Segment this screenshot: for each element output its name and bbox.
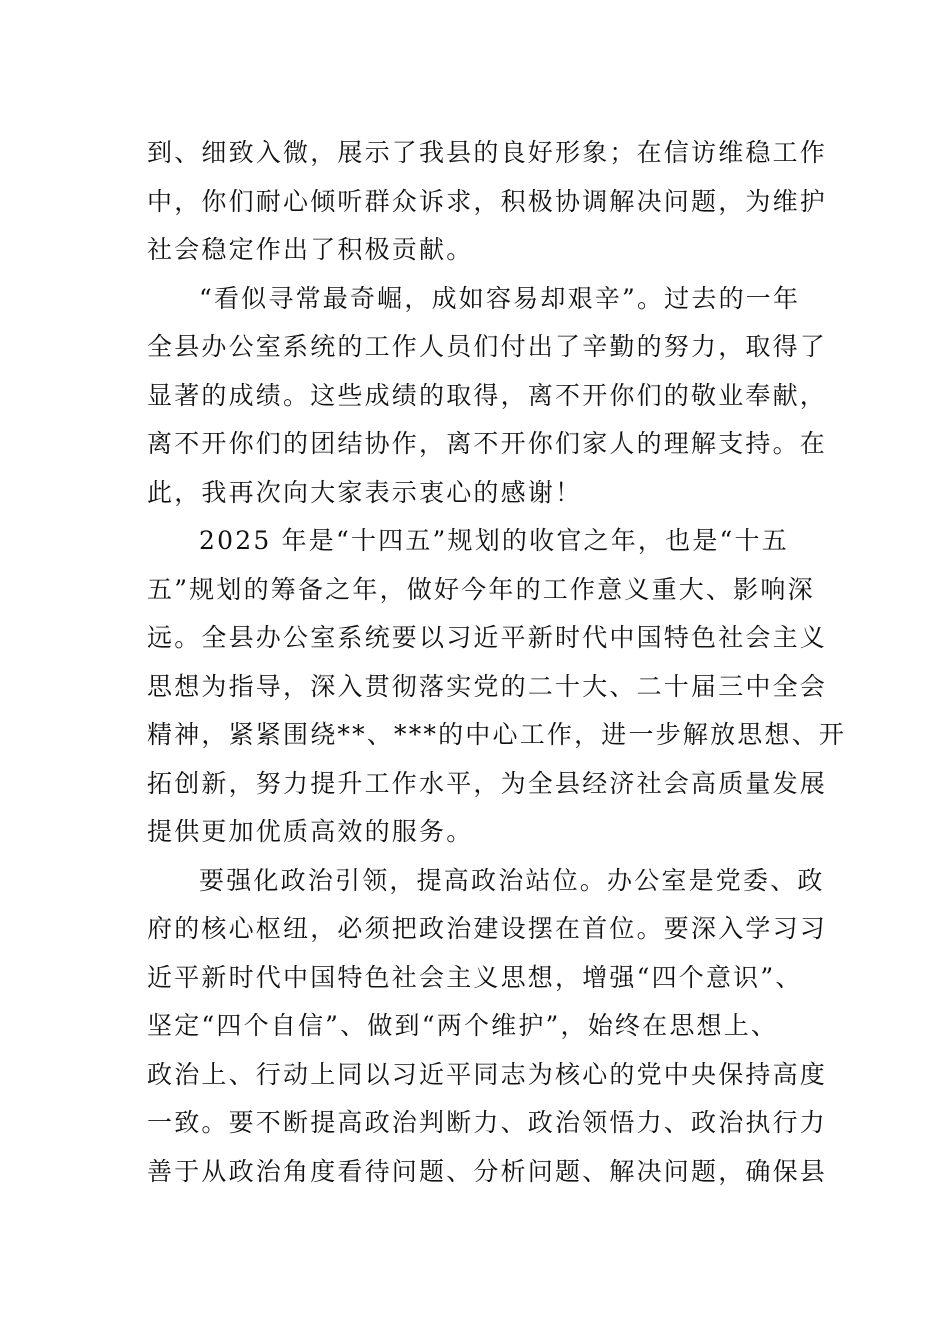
text-line: 思想为指导，深入贯彻落实党的二十大、二十届三中全会 [147,671,828,701]
paragraph-first-line: 2025 年是“十四五”规划的收官之年，也是“十五 [199,526,789,555]
text-line: 近平新时代中国特色社会主义思想，增强“四个意识”、 [147,962,803,992]
text-line: 远。全县办公室系统要以习近平新时代中国特色社会主义 [147,623,828,652]
text-line: 中，你们耐心倾听群众诉求，积极协调解决问题，为维护 [147,186,828,216]
text-line: 提供更加优质高效的服务。 [147,817,474,846]
text-line: 到、细致入微，展示了我县的良好形象；在信访维稳工作 [147,138,828,167]
text-line: 显著的成绩。这些成绩的取得，离不开你们的敬业奉献， [147,380,828,410]
text-line: 精神，紧紧围绕**、***的中心工作，进一步解放思想、开 [147,720,847,749]
text-line: 五”规划的筹备之年，做好今年的工作意义重大、影响深 [147,574,815,604]
document-body [147,129,847,1196]
text-line: 离不开你们的团结协作，离不开你们家人的理解支持。在 [147,429,828,458]
text-line: 政治上、行动上同以习近平同志为核心的党中央保持高度 [147,1059,828,1089]
text-line: 此，我再次向大家表示衷心的感谢！ [147,477,583,507]
text-line: 善于从政治角度看待问题、分析问题、解决问题，确保县 [147,1156,828,1186]
text-line: 社会稳定作出了积极贡献。 [147,235,474,264]
text-line: 全县办公室系统的工作人员们付出了辛勤的努力，取得了 [147,332,828,361]
text-line: 坚定“四个自信”、做到“两个维护”，始终在思想上、 [147,1011,779,1040]
text-line: 府的核心枢纽，必须把政治建设摆在首位。要深入学习习 [147,914,828,943]
text-line: 一致。要不断提高政治判断力、政治领悟力、政治执行力 [147,1108,828,1137]
paragraph-first-line: “看似寻常最奇崛，成如容易却艰辛”。过去的一年 [199,283,801,313]
paragraph-first-line: 要强化政治引领，提高政治站位。办公室是党委、政 [199,865,825,895]
text-line: 拓创新，努力提升工作水平，为全县经济社会高质量发展 [147,768,828,798]
